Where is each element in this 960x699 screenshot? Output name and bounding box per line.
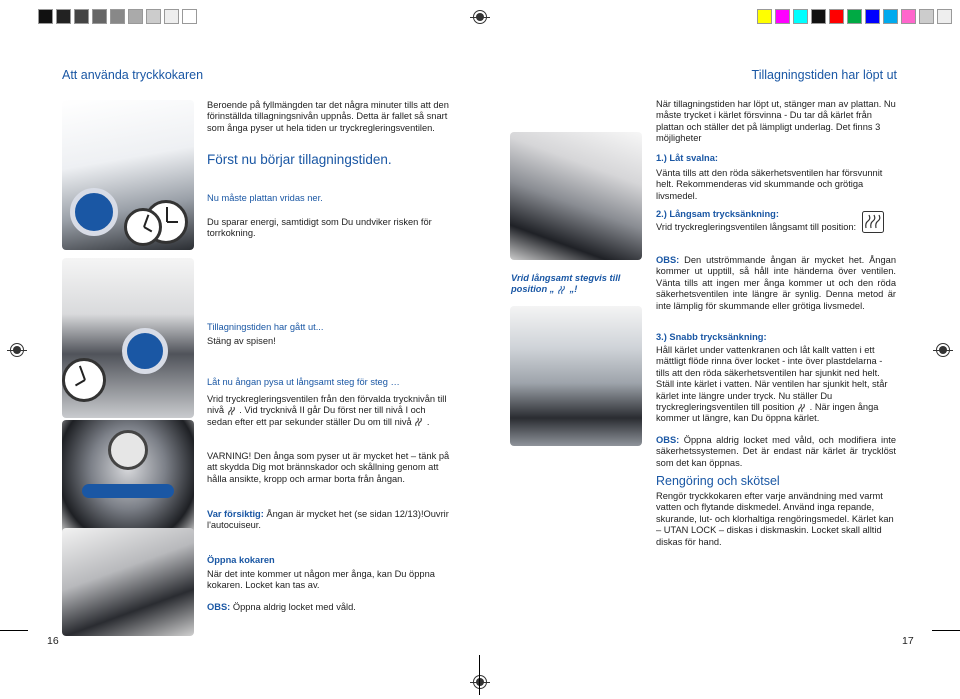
clock-icon bbox=[62, 358, 106, 402]
cooker-handle-photo bbox=[62, 258, 194, 418]
let-steam-heading: Låt nu ångan pysa ut långsamt steg för steg … bbox=[207, 377, 400, 387]
color-swatch bbox=[865, 9, 880, 24]
color-swatch bbox=[146, 9, 161, 24]
hand-turning-valve-photo bbox=[510, 132, 642, 260]
color-swatch bbox=[793, 9, 808, 24]
right-intro-text: När tillagningstiden har löpt ut, stänger man av plattan. Nu måste trycket i kärlet försvinna - Du tar då kärlet från plattan och ställer det på lämpligt underlag. Det finns 3 möjligheter bbox=[656, 99, 896, 144]
option1-heading: 1.) Låt svalna: bbox=[656, 153, 719, 163]
turn-valve-text-1: Vrid tryckregleringsventilen från den förvalda trycknivån till nivå bbox=[207, 394, 447, 416]
lower-heat-text: Nu måste plattan vridas ner. bbox=[207, 193, 323, 203]
cleaning-text: Rengör tryckkokaren efter varje användning med varmt vatten och flytande diskmedel. Använd inga repande, skurande, lut- och klorhaltiga rengöringsmedel. Kärlet kan – UTAN LOCK – diskas i diskmaskin. Locket skall alltid diskas för hand. bbox=[656, 491, 894, 547]
option1-text: Vänta tills att den röda säkerhetsventilen har försvunnit helt. Rekommenderas vid skummande och grötiga livsmedel. bbox=[656, 168, 883, 201]
warning-text: VARNING! Den ånga som pyser ut är mycket het – tänk på att skydda Dig mot brännskador och skållning genom att hålla ansikte, kropp och armar borta från ångan. bbox=[207, 451, 450, 484]
color-swatch bbox=[757, 9, 772, 24]
middle-caption bbox=[511, 273, 641, 296]
registration-mark-top bbox=[473, 10, 487, 24]
turn-off-text: Stäng av spisen! bbox=[207, 336, 276, 346]
obs2-label: OBS: bbox=[656, 435, 680, 445]
color-swatch bbox=[919, 9, 934, 24]
obs-label: OBS: bbox=[207, 602, 231, 612]
color-swatch bbox=[182, 9, 197, 24]
steam-icon bbox=[557, 285, 567, 295]
registration-mark-bottom bbox=[473, 675, 487, 689]
valve-closeup-photo bbox=[62, 420, 194, 540]
option2-heading: 2.) Långsam trycksänkning: bbox=[656, 209, 779, 219]
color-swatch bbox=[775, 9, 790, 24]
page-number-left: 16 bbox=[47, 635, 59, 647]
middle-caption-2: position „ bbox=[511, 284, 555, 295]
color-swatch bbox=[829, 9, 844, 24]
steam-valve-icon bbox=[862, 211, 884, 233]
valve-knob bbox=[108, 430, 148, 470]
cooker-steam-photo bbox=[62, 100, 194, 250]
crop-mark bbox=[0, 630, 28, 631]
caution-label: Var försiktig: bbox=[207, 509, 264, 519]
obs-body: Öppna aldrig locket med våld. bbox=[230, 602, 356, 612]
color-swatch bbox=[38, 9, 53, 24]
open-text: När det inte kommer ut någon mer ånga, kan Du öppna kokaren. Locket kan tas av. bbox=[207, 569, 435, 591]
turn-valve-text bbox=[207, 394, 453, 428]
pressure-dial-icon bbox=[122, 328, 168, 374]
color-swatch bbox=[110, 9, 125, 24]
obs1-label: OBS: bbox=[656, 255, 680, 265]
registration-mark-left bbox=[10, 343, 24, 357]
obs2-text bbox=[656, 435, 896, 469]
color-swatch bbox=[883, 9, 898, 24]
turn-valve-text-3: . bbox=[426, 416, 430, 427]
option3-text-1: Håll kärlet under vattenkranen och låt kallt vatten i ett mättligt flöde rinna över locket - inte över plastdelarna - tills att den röda säkerhetsventilen har sjunkit ned helt. Ställ inte kärlet i vatten. När ventilen har sjunkit helt, står kärlet inte längre under tryck. Nu ställer Du tryckregleringsventilen till position bbox=[656, 345, 888, 413]
opening-lid-photo bbox=[62, 528, 194, 636]
pressure-dial-icon bbox=[70, 188, 118, 236]
open-heading: Öppna kokaren bbox=[207, 555, 275, 565]
right-page-title: Tillagningstiden har löpt ut bbox=[751, 68, 897, 82]
crop-mark bbox=[479, 655, 480, 695]
color-swatch bbox=[74, 9, 89, 24]
save-energy-text: Du sparar energi, samtidigt som Du undviker risken för torrkokning. bbox=[207, 217, 432, 239]
color-swatch bbox=[56, 9, 71, 24]
color-swatch bbox=[937, 9, 952, 24]
color-swatch bbox=[811, 9, 826, 24]
option3-text bbox=[656, 345, 896, 425]
steam-icon bbox=[797, 403, 807, 413]
option3-heading: 3.) Snabb trycksänkning: bbox=[656, 332, 767, 342]
color-swatch bbox=[92, 9, 107, 24]
obs1-text bbox=[656, 255, 896, 312]
color-swatch bbox=[164, 9, 179, 24]
cleaning-heading: Rengöring och skötsel bbox=[656, 474, 780, 488]
registration-mark-right bbox=[936, 343, 950, 357]
page-number-right: 17 bbox=[902, 635, 914, 647]
steam-icon bbox=[227, 406, 237, 416]
obs-text bbox=[207, 602, 453, 613]
color-swatch bbox=[128, 9, 143, 24]
caution-body: Ångan är mycket het (se sidan 12/13)!Ouvrir l'autocuiseur. bbox=[207, 509, 449, 531]
intro-text: Beroende på fyllmängden tar det några minuter tills att den förinställda tillagningsnivån uppnås. Detta är fallet så snart som ånga pyser ut hela tiden ur tryckregleringsventilen. bbox=[207, 100, 449, 133]
rotation-arrow-icon bbox=[82, 484, 174, 498]
clock-icon bbox=[124, 208, 162, 246]
cooking-done-heading: Tillagningstiden har gått ut... bbox=[207, 322, 324, 332]
color-swatch bbox=[901, 9, 916, 24]
left-page-title: Att använda tryckkokaren bbox=[62, 68, 204, 82]
obs1-body: Den utströmmande ångan är mycket het. Ångan kommer ut upptill, så håll inte händerna över ventilen. Vänta tills att ingen mer ånga kommer ut och den röda säkerhetsventilen inte längre är synlig. Denna metod är inte lämplig för skummande eller grötiga livsmedel. bbox=[656, 255, 896, 311]
turn-valve-text-2: . Vid trycknivå II går Du först ner till nivå I och sedan efter ett par sekunder ställer Du om till nivå bbox=[207, 405, 426, 427]
first-heading: Först nu börjar tillagningstiden. bbox=[207, 152, 392, 167]
crop-mark bbox=[932, 630, 960, 631]
caution-text bbox=[207, 509, 453, 532]
obs2-body: Öppna aldrig locket med våld, och modifiera inte säkerhetssystemen. Det är endast när kärlet är trycklöst som det kan öppnas. bbox=[656, 435, 896, 468]
cooker-under-tap-photo bbox=[510, 306, 642, 446]
steam-icon bbox=[414, 417, 424, 427]
option3-text-2: . När ingen ånga kommer ut längre, kan Du öppna kärlet. bbox=[656, 402, 879, 424]
middle-caption-1: Vrid långsamt stegvis till bbox=[511, 273, 621, 283]
middle-caption-3: „! bbox=[569, 284, 578, 295]
color-swatch bbox=[847, 9, 862, 24]
option2-text: Vrid tryckregleringsventilen långsamt till position: bbox=[656, 222, 857, 232]
